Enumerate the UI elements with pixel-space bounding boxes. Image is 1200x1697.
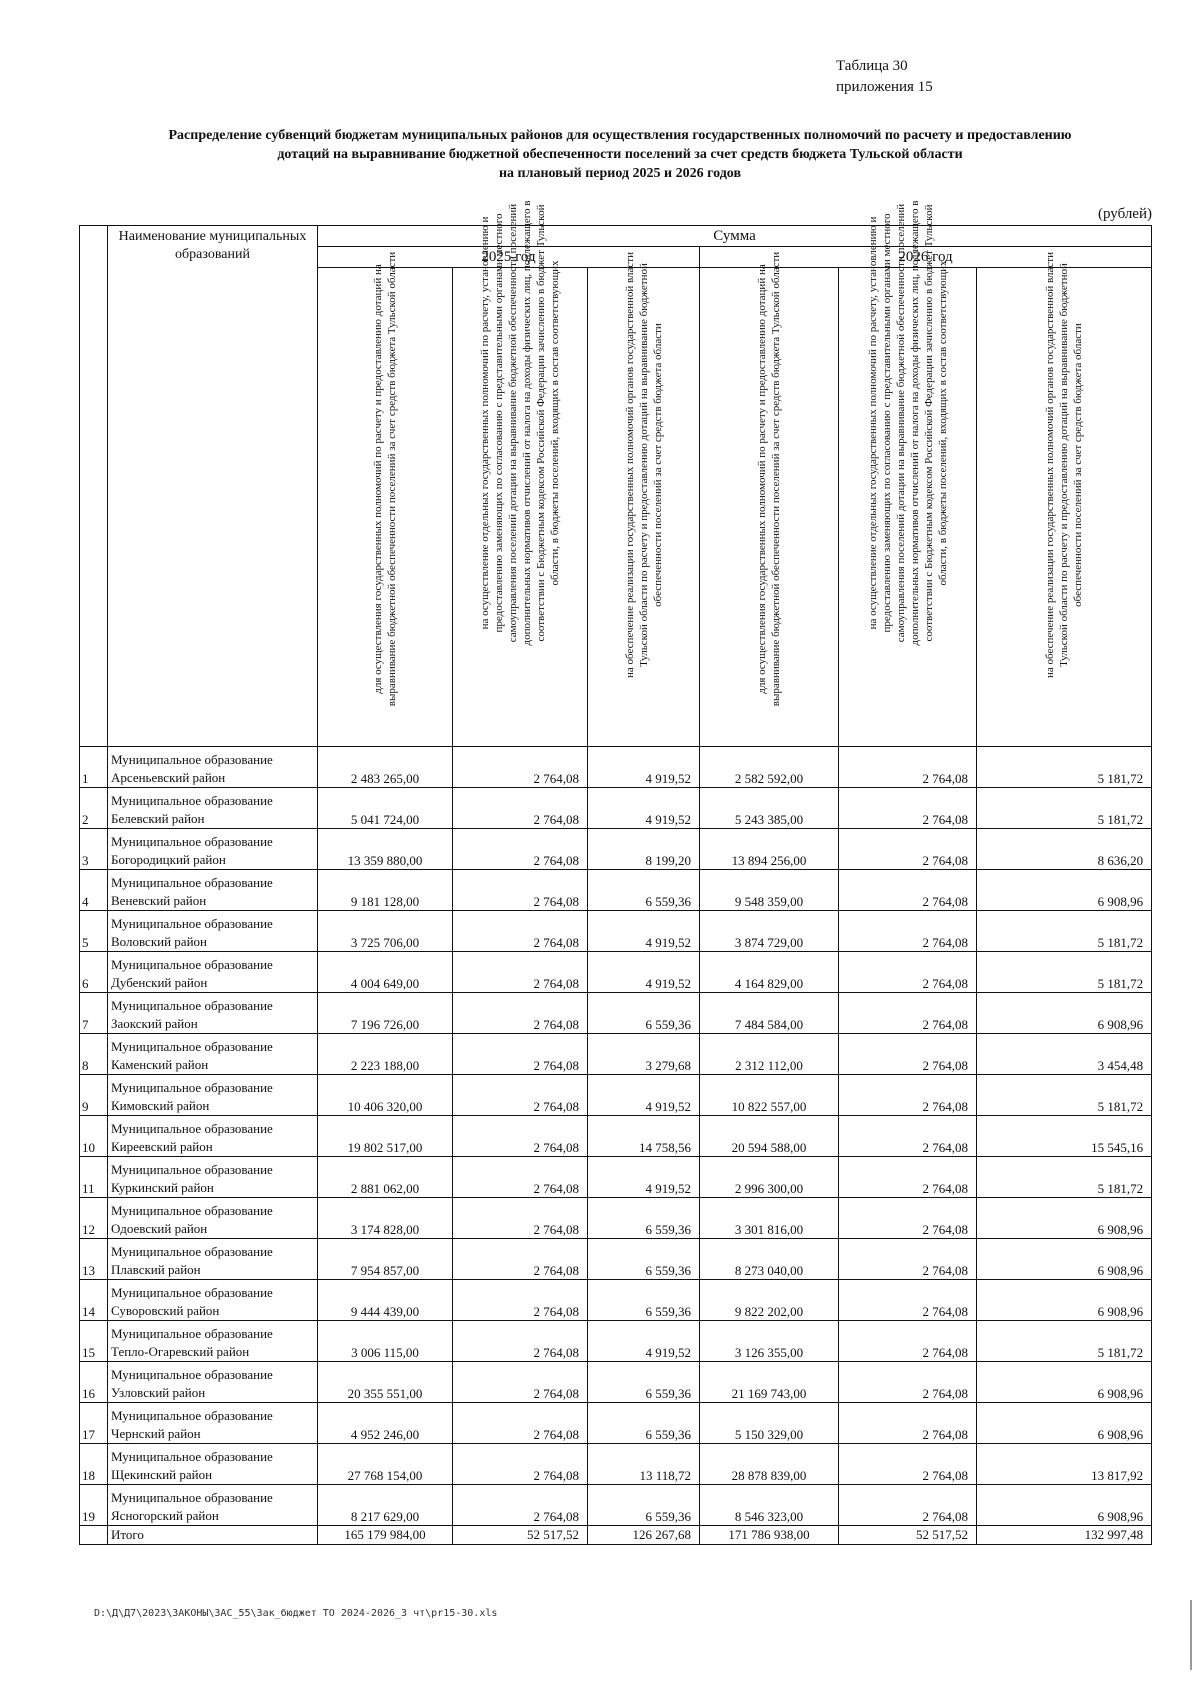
value-2026-norms: 2 764,08 <box>839 1403 977 1444</box>
value-2026-support: 5 181,72 <box>977 1075 1152 1116</box>
value-2025-norms: 2 764,08 <box>453 1034 588 1075</box>
value-2026-powers: 21 169 743,00 <box>700 1362 839 1403</box>
value-2025-powers: 2 223 188,00 <box>318 1034 453 1075</box>
municipality-type: Муниципальное образование <box>111 1449 273 1464</box>
value-2025-powers: 20 355 551,00 <box>318 1362 453 1403</box>
municipality-district: Ясногорский район <box>111 1508 219 1523</box>
value-2025-support: 6 559,36 <box>588 993 700 1034</box>
municipality-name <box>108 788 318 829</box>
municipality-district: Киреевский район <box>111 1139 213 1154</box>
table-row <box>80 829 1152 870</box>
value-2025-norms: 2 764,08 <box>453 788 588 829</box>
table-row <box>80 1157 1152 1198</box>
table-row <box>80 993 1152 1034</box>
municipality-type: Муниципальное образование <box>111 1203 273 1218</box>
municipality-name <box>108 1321 318 1362</box>
total-2025-support: 126 267,68 <box>588 1526 700 1545</box>
municipality-type: Муниципальное образование <box>111 1162 273 1177</box>
file-path-footer: D:\Д\Д7\2023\ЗАКОНЫ\ЗАС_55\Зак_бюджет ТО 2024-2026_3 чт\pr15-30.xls <box>94 1608 498 1619</box>
municipality-name <box>108 952 318 993</box>
unit-label: (рублей) <box>1097 206 1152 222</box>
header-name-col: Наименование муниципальных образований <box>108 226 318 747</box>
value-2026-powers: 10 822 557,00 <box>700 1075 839 1116</box>
municipality-district: Одоевский район <box>111 1221 208 1236</box>
municipality-type: Муниципальное образование <box>111 1490 273 1505</box>
document-title <box>80 126 1160 183</box>
value-2026-support: 5 181,72 <box>977 911 1152 952</box>
value-2025-support: 6 559,36 <box>588 1198 700 1239</box>
municipality-district: Веневский район <box>111 893 207 908</box>
table-row <box>80 1075 1152 1116</box>
value-2026-powers: 2 582 592,00 <box>700 747 839 788</box>
header-col-2025-support: на обеспечение реализации государственных полномочий органов государственной власти Тульской области по расчету и предоставлению дотаций на выравнивание бюджетной обеспеченности поселений за счет средств бюджета области <box>588 268 700 747</box>
table-row <box>80 952 1152 993</box>
header-col-2025-norms: на осуществление отдельных государственных полномочий по расчету, установлению и предоставлению заменяющих по согласованию с представительными органами местного самоуправления поселений дотации на выравнивание бюджетной обеспеченности поселений дополнительных нормативов отчислений от налога на доходы физических лиц, подлежащего в соответствии с Бюджетным кодексом Российской Федерации зачислению в бюджет Тульской области, в бюджеты поселений, входящих в состав соответствующих <box>453 268 588 747</box>
municipality-district: Щекинский район <box>111 1467 213 1482</box>
value-2026-support: 6 908,96 <box>977 1403 1152 1444</box>
total-label: Итого <box>108 1526 318 1545</box>
municipality-type: Муниципальное образование <box>111 1367 273 1382</box>
value-2026-norms: 2 764,08 <box>839 747 977 788</box>
row-number: 4 <box>80 870 108 911</box>
municipality-name <box>108 911 318 952</box>
value-2026-support: 13 817,92 <box>977 1444 1152 1485</box>
value-2026-powers: 3 874 729,00 <box>700 911 839 952</box>
municipality-district: Каменский район <box>111 1057 209 1072</box>
value-2026-powers: 20 594 588,00 <box>700 1116 839 1157</box>
municipality-name <box>108 1075 318 1116</box>
reference-appendix: приложения 15 <box>836 79 933 95</box>
table-row <box>80 1321 1152 1362</box>
value-2025-support: 6 559,36 <box>588 1362 700 1403</box>
value-2026-support: 15 545,16 <box>977 1116 1152 1157</box>
municipality-name <box>108 1198 318 1239</box>
value-2026-support: 3 454,48 <box>977 1034 1152 1075</box>
value-2025-norms: 2 764,08 <box>453 911 588 952</box>
table-row <box>80 1403 1152 1444</box>
municipality-name <box>108 870 318 911</box>
value-2026-norms: 2 764,08 <box>839 788 977 829</box>
municipality-district: Воловский район <box>111 934 207 949</box>
value-2026-support: 5 181,72 <box>977 747 1152 788</box>
municipality-type: Муниципальное образование <box>111 1326 273 1341</box>
value-2025-support: 4 919,52 <box>588 788 700 829</box>
value-2026-powers: 8 273 040,00 <box>700 1239 839 1280</box>
value-2025-powers: 2 881 062,00 <box>318 1157 453 1198</box>
value-2025-norms: 2 764,08 <box>453 870 588 911</box>
value-2026-powers: 2 996 300,00 <box>700 1157 839 1198</box>
value-2025-norms: 2 764,08 <box>453 1362 588 1403</box>
row-number: 6 <box>80 952 108 993</box>
value-2026-support: 5 181,72 <box>977 1157 1152 1198</box>
value-2026-powers: 13 894 256,00 <box>700 829 839 870</box>
value-2026-norms: 2 764,08 <box>839 1444 977 1485</box>
value-2025-powers: 7 196 726,00 <box>318 993 453 1034</box>
municipality-district: Плавский район <box>111 1262 201 1277</box>
municipality-district: Белевский район <box>111 811 205 826</box>
total-2025-powers: 165 179 984,00 <box>318 1526 453 1545</box>
value-2025-support: 6 559,36 <box>588 1403 700 1444</box>
value-2026-norms: 2 764,08 <box>839 1321 977 1362</box>
header-col-2026-powers: для осуществления государственных полномочий по расчету и предоставлению дотаций на выравнивание бюджетной обеспеченности поселений за счет средств бюджета Тульской области <box>700 268 839 747</box>
value-2026-powers: 5 243 385,00 <box>700 788 839 829</box>
value-2025-support: 6 559,36 <box>588 1239 700 1280</box>
row-number: 5 <box>80 911 108 952</box>
municipality-type: Муниципальное образование <box>111 793 273 808</box>
municipality-type: Муниципальное образование <box>111 1121 273 1136</box>
value-2025-support: 3 279,68 <box>588 1034 700 1075</box>
value-2026-support: 6 908,96 <box>977 1485 1152 1526</box>
total-2026-support: 132 997,48 <box>977 1526 1152 1545</box>
municipality-district: Тепло-Огаревский район <box>111 1344 250 1359</box>
table-row <box>80 870 1152 911</box>
municipality-type: Муниципальное образование <box>111 1039 273 1054</box>
table-row <box>80 1034 1152 1075</box>
table-reference <box>836 56 933 98</box>
row-number: 17 <box>80 1403 108 1444</box>
municipality-name <box>108 1116 318 1157</box>
value-2026-norms: 2 764,08 <box>839 1116 977 1157</box>
total-2026-norms: 52 517,52 <box>839 1526 977 1545</box>
total-2025-norms: 52 517,52 <box>453 1526 588 1545</box>
municipality-district: Дубенский район <box>111 975 208 990</box>
value-2026-support: 5 181,72 <box>977 788 1152 829</box>
row-number: 13 <box>80 1239 108 1280</box>
value-2025-powers: 5 041 724,00 <box>318 788 453 829</box>
value-2025-support: 4 919,52 <box>588 911 700 952</box>
table-row <box>80 747 1152 788</box>
value-2026-powers: 9 548 359,00 <box>700 870 839 911</box>
value-2025-norms: 2 764,08 <box>453 1444 588 1485</box>
value-2025-support: 4 919,52 <box>588 952 700 993</box>
value-2025-support: 4 919,52 <box>588 747 700 788</box>
row-number: 12 <box>80 1198 108 1239</box>
table-row <box>80 1485 1152 1526</box>
value-2025-powers: 9 181 128,00 <box>318 870 453 911</box>
municipality-name <box>108 1362 318 1403</box>
municipality-name <box>108 1444 318 1485</box>
row-number: 2 <box>80 788 108 829</box>
municipality-name <box>108 747 318 788</box>
value-2025-powers: 7 954 857,00 <box>318 1239 453 1280</box>
value-2025-powers: 3 174 828,00 <box>318 1198 453 1239</box>
table-row <box>80 788 1152 829</box>
value-2025-norms: 2 764,08 <box>453 1116 588 1157</box>
municipality-district: Заокский район <box>111 1016 198 1031</box>
value-2025-norms: 2 764,08 <box>453 1075 588 1116</box>
value-2026-powers: 8 546 323,00 <box>700 1485 839 1526</box>
value-2025-norms: 2 764,08 <box>453 1198 588 1239</box>
row-number: 11 <box>80 1157 108 1198</box>
value-2026-norms: 2 764,08 <box>839 1034 977 1075</box>
municipality-type: Муниципальное образование <box>111 916 273 931</box>
title-line-2: дотаций на выравнивание бюджетной обеспеченности поселений за счет средств бюджета Тульской области <box>277 147 963 162</box>
title-line-1: Распределение субвенций бюджетам муниципальных районов для осуществления государственных полномочий по расчету и предоставлению <box>168 128 1072 143</box>
value-2026-powers: 5 150 329,00 <box>700 1403 839 1444</box>
value-2025-support: 4 919,52 <box>588 1157 700 1198</box>
value-2025-powers: 19 802 517,00 <box>318 1116 453 1157</box>
header-col-2025-powers: для осуществления государственных полномочий по расчету и предоставлению дотаций на выравнивание бюджетной обеспеченности поселений за счет средств бюджета Тульской области <box>318 268 453 747</box>
value-2026-norms: 2 764,08 <box>839 1075 977 1116</box>
row-number: 8 <box>80 1034 108 1075</box>
municipality-type: Муниципальное образование <box>111 1408 273 1423</box>
value-2025-support: 8 199,20 <box>588 829 700 870</box>
table-row <box>80 1362 1152 1403</box>
value-2026-support: 6 908,96 <box>977 1362 1152 1403</box>
row-number: 14 <box>80 1280 108 1321</box>
value-2025-powers: 13 359 880,00 <box>318 829 453 870</box>
municipality-district: Суворовский район <box>111 1303 220 1318</box>
municipality-district: Куркинский район <box>111 1180 214 1195</box>
value-2025-support: 4 919,52 <box>588 1075 700 1116</box>
title-line-3: на плановый период 2025 и 2026 годов <box>498 166 742 181</box>
value-2025-powers: 4 952 246,00 <box>318 1403 453 1444</box>
row-number: 1 <box>80 747 108 788</box>
value-2026-norms: 2 764,08 <box>839 911 977 952</box>
row-number: 16 <box>80 1362 108 1403</box>
municipality-type: Муниципальное образование <box>111 1244 273 1259</box>
row-number: 3 <box>80 829 108 870</box>
value-2025-powers: 4 004 649,00 <box>318 952 453 993</box>
value-2025-norms: 2 764,08 <box>453 1321 588 1362</box>
total-row <box>80 1526 1152 1545</box>
table-row <box>80 1239 1152 1280</box>
municipality-district: Арсеньевский район <box>111 770 226 785</box>
value-2025-support: 6 559,36 <box>588 1485 700 1526</box>
municipality-type: Муниципальное образование <box>111 1285 273 1300</box>
municipality-name <box>108 1403 318 1444</box>
value-2026-support: 5 181,72 <box>977 952 1152 993</box>
table-row <box>80 1444 1152 1485</box>
value-2025-norms: 2 764,08 <box>453 1239 588 1280</box>
municipality-name <box>108 1157 318 1198</box>
table-row <box>80 911 1152 952</box>
value-2025-powers: 9 444 439,00 <box>318 1280 453 1321</box>
value-2026-norms: 2 764,08 <box>839 870 977 911</box>
value-2026-norms: 2 764,08 <box>839 1362 977 1403</box>
value-2025-norms: 2 764,08 <box>453 747 588 788</box>
value-2025-norms: 2 764,08 <box>453 993 588 1034</box>
value-2025-norms: 2 764,08 <box>453 1403 588 1444</box>
table-row <box>80 1280 1152 1321</box>
value-2026-norms: 2 764,08 <box>839 1157 977 1198</box>
value-2026-powers: 28 878 839,00 <box>700 1444 839 1485</box>
value-2025-powers: 8 217 629,00 <box>318 1485 453 1526</box>
total-2026-powers: 171 786 938,00 <box>700 1526 839 1545</box>
value-2026-support: 6 908,96 <box>977 1239 1152 1280</box>
value-2025-powers: 3 006 115,00 <box>318 1321 453 1362</box>
municipality-district: Чернский район <box>111 1426 201 1441</box>
value-2025-support: 6 559,36 <box>588 870 700 911</box>
value-2026-support: 8 636,20 <box>977 829 1152 870</box>
municipality-name <box>108 829 318 870</box>
value-2026-norms: 2 764,08 <box>839 952 977 993</box>
municipality-type: Муниципальное образование <box>111 875 273 890</box>
value-2025-norms: 2 764,08 <box>453 1485 588 1526</box>
value-2025-powers: 3 725 706,00 <box>318 911 453 952</box>
reference-table-number: Таблица 30 <box>836 58 908 74</box>
value-2025-support: 14 758,56 <box>588 1116 700 1157</box>
value-2026-support: 6 908,96 <box>977 870 1152 911</box>
municipality-name <box>108 1280 318 1321</box>
value-2026-norms: 2 764,08 <box>839 1239 977 1280</box>
value-2025-norms: 2 764,08 <box>453 829 588 870</box>
municipality-type: Муниципальное образование <box>111 1080 273 1095</box>
header-sum: Сумма <box>318 226 1152 247</box>
header-col-2026-support: на обеспечение реализации государственных полномочий органов государственной власти Тульской области по расчету и предоставлению дотаций на выравнивание бюджетной обеспеченности поселений за счет средств бюджета области <box>977 268 1152 747</box>
value-2025-powers: 2 483 265,00 <box>318 747 453 788</box>
municipality-type: Муниципальное образование <box>111 957 273 972</box>
scan-margin-line <box>1190 1600 1192 1670</box>
value-2025-support: 4 919,52 <box>588 1321 700 1362</box>
value-2025-norms: 2 764,08 <box>453 1280 588 1321</box>
municipality-type: Муниципальное образование <box>111 752 273 767</box>
value-2026-powers: 2 312 112,00 <box>700 1034 839 1075</box>
municipality-name <box>108 1485 318 1526</box>
value-2026-powers: 9 822 202,00 <box>700 1280 839 1321</box>
value-2026-norms: 2 764,08 <box>839 993 977 1034</box>
value-2026-support: 6 908,96 <box>977 993 1152 1034</box>
value-2026-support: 5 181,72 <box>977 1321 1152 1362</box>
value-2026-powers: 7 484 584,00 <box>700 993 839 1034</box>
header-number-col <box>80 226 108 747</box>
header-col-2026-norms: на осуществление отдельных государственных полномочий по расчету, установлению и предоставлению заменяющих по согласованию с представительными органами местного самоуправления поселений дотации на выравнивание бюджетной обеспеченности поселений дополнительных нормативов отчислений от налога на доходы физических лиц, подлежащего в соответствии с Бюджетным кодексом Российской Федерации зачислению в бюджет Тульской области, в бюджеты поселений, входящих в состав соответствующих <box>839 268 977 747</box>
value-2026-norms: 2 764,08 <box>839 1280 977 1321</box>
value-2025-support: 13 118,72 <box>588 1444 700 1485</box>
row-number: 15 <box>80 1321 108 1362</box>
header-year-2025: 2025 год <box>318 247 700 268</box>
row-number: 10 <box>80 1116 108 1157</box>
value-2025-powers: 27 768 154,00 <box>318 1444 453 1485</box>
table-row <box>80 1116 1152 1157</box>
municipality-type: Муниципальное образование <box>111 998 273 1013</box>
total-number-cell <box>80 1526 108 1545</box>
municipality-district: Кимовский район <box>111 1098 210 1113</box>
value-2026-powers: 4 164 829,00 <box>700 952 839 993</box>
row-number: 7 <box>80 993 108 1034</box>
value-2026-powers: 3 301 816,00 <box>700 1198 839 1239</box>
municipality-district: Узловский район <box>111 1385 206 1400</box>
municipality-name <box>108 1239 318 1280</box>
value-2025-norms: 2 764,08 <box>453 1157 588 1198</box>
table-row <box>80 1198 1152 1239</box>
header-year-2026: 2026 год <box>700 247 1152 268</box>
municipality-type: Муниципальное образование <box>111 834 273 849</box>
value-2026-support: 6 908,96 <box>977 1198 1152 1239</box>
municipality-district: Богородицкий район <box>111 852 226 867</box>
value-2026-norms: 2 764,08 <box>839 829 977 870</box>
value-2025-norms: 2 764,08 <box>453 952 588 993</box>
value-2026-support: 6 908,96 <box>977 1280 1152 1321</box>
row-number: 19 <box>80 1485 108 1526</box>
value-2025-powers: 10 406 320,00 <box>318 1075 453 1116</box>
value-2026-norms: 2 764,08 <box>839 1485 977 1526</box>
municipality-name <box>108 993 318 1034</box>
value-2025-support: 6 559,36 <box>588 1280 700 1321</box>
row-number: 9 <box>80 1075 108 1116</box>
value-2026-norms: 2 764,08 <box>839 1198 977 1239</box>
municipality-name <box>108 1034 318 1075</box>
value-2026-powers: 3 126 355,00 <box>700 1321 839 1362</box>
row-number: 18 <box>80 1444 108 1485</box>
